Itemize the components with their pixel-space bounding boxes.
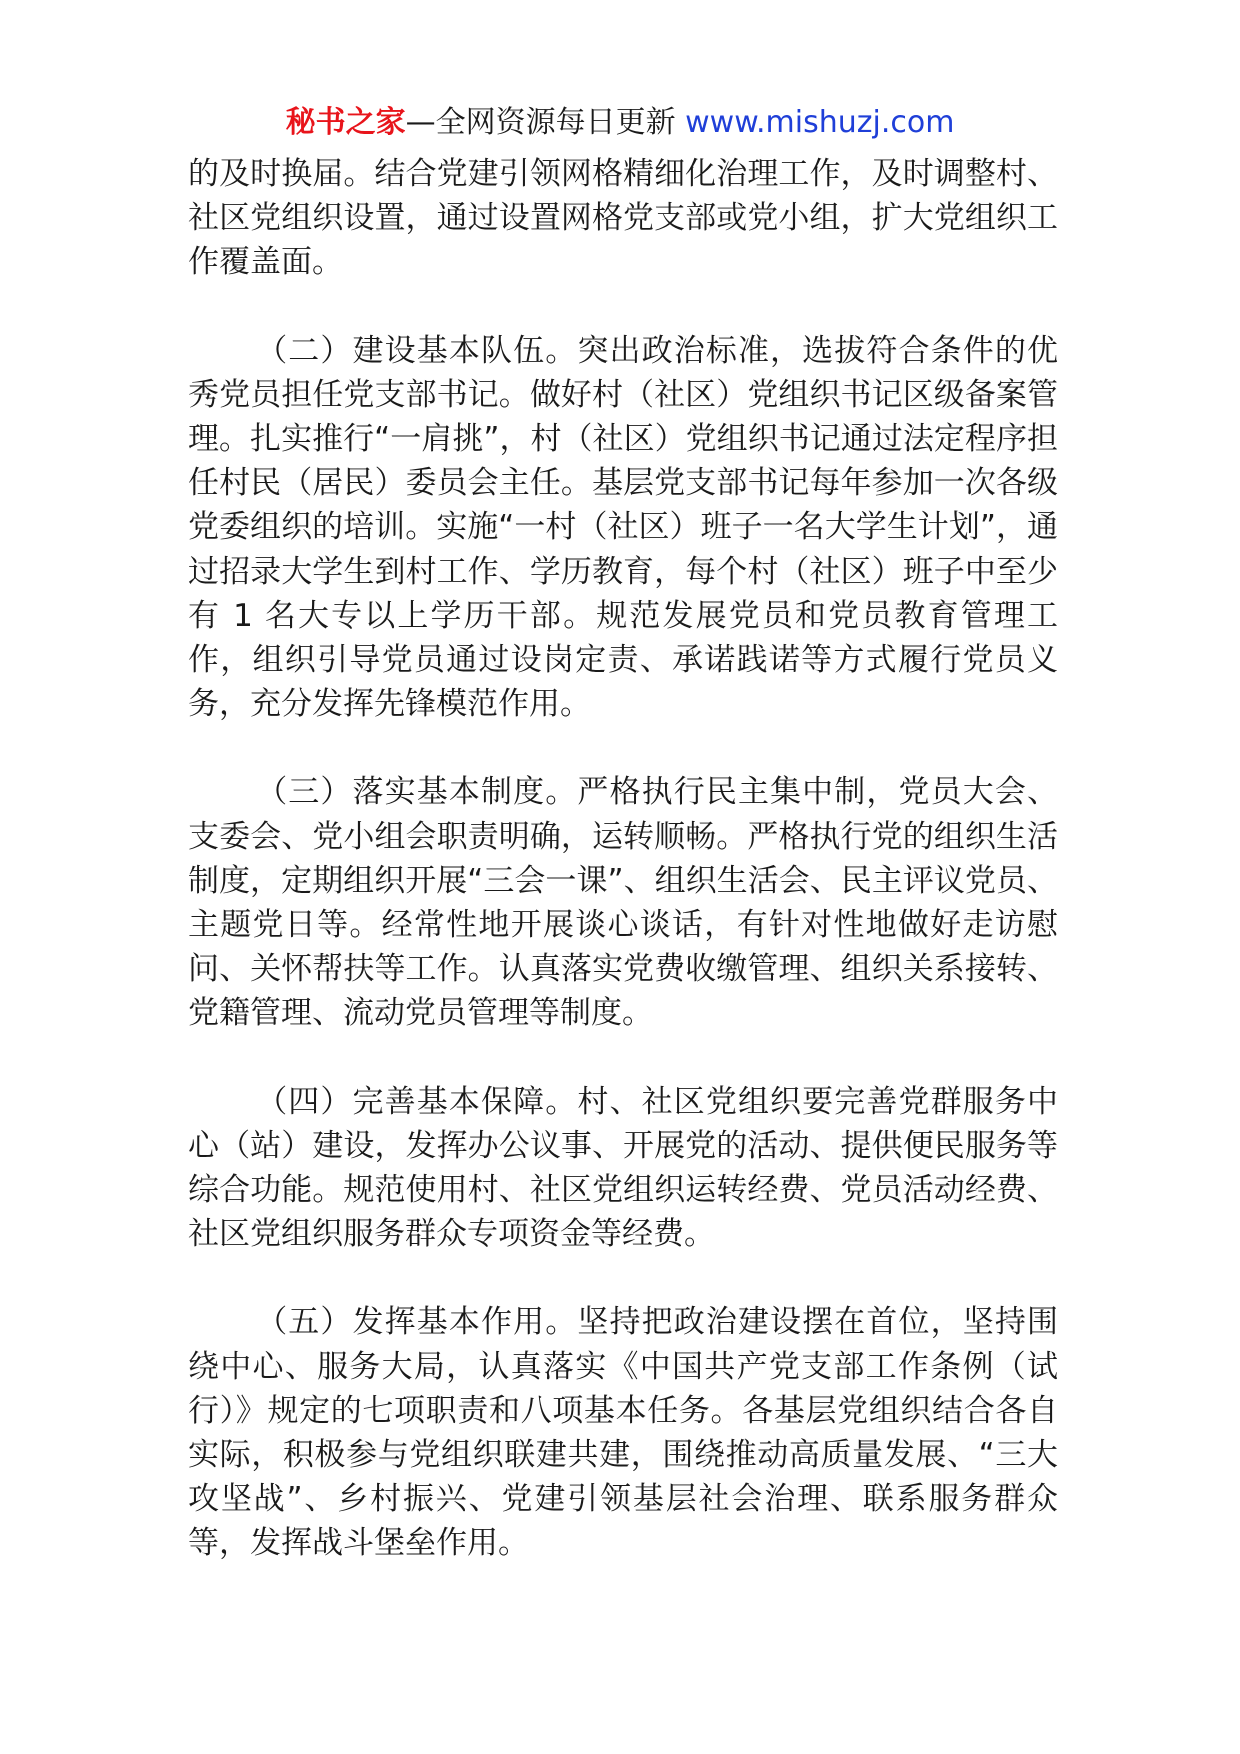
- paragraph-section-5: （五）发挥基本作用。坚持把政治建设摆在首位，坚持围绕中心、服务大局，认真落实《中国共产党支部工作条例（试行）》规定的七项职责和八项基本任务。各基层党组织结合各自实际，积极参与党组织联建共建，围绕推动高质量发展、“三大攻坚战”、乡村振兴、党建引领基层社会治理、联系服务群众等，发挥战斗堡垒作用。: [188, 1304, 1058, 1562]
- page-header: [0, 103, 1240, 143]
- brand-name: 秘书之家: [285, 105, 406, 140]
- paragraph-continuation: 的及时换届。结合党建引领网格精细化治理工作，及时调整村、社区党组织设置，通过设置网格党支部或党小组，扩大党组织工作覆盖面。: [188, 156, 1058, 281]
- document-body: [188, 152, 1058, 1610]
- paragraph-section-3: （三）落实基本制度。严格执行民主集中制，党员大会、支委会、党小组会职责明确，运转顺畅。严格执行党的组织生活制度，定期组织开展“三会一课”、组织生活会、民主评议党员、主题党日等。经常性地开展谈心谈话，有针对性地做好走访慰问、关怀帮扶等工作。认真落实党费收缴管理、组织关系接转、党籍管理、流动党员管理等制度。: [188, 774, 1058, 1032]
- paragraph-section-4: （四）完善基本保障。村、社区党组织要完善党群服务中心（站）建设，发挥办公议事、开展党的活动、提供便民服务等综合功能。规范使用村、社区党组织运转经费、党员活动经费、社区党组织服务群众专项资金等经费。: [188, 1083, 1058, 1253]
- header-tagline: —全网资源每日更新: [405, 105, 676, 140]
- site-url[interactable]: www.mishuzj.com: [685, 105, 955, 140]
- paragraph-section-2: （二）建设基本队伍。突出政治标准，选拔符合条件的优秀党员担任党支部书记。做好村（社区）党组织书记区级备案管理。扎实推行“一肩挑”，村（社区）党组织书记通过法定程序担任村民（居民）委员会主任。基层党支部书记每年参加一次各级党委组织的培训。实施“一村（社区）班子一名大学生计划”，通过招录大学生到村工作、学历教育，每个村（社区）班子中至少有 1 名大专以上学历干部。规范发展党员和党员教育管理工作，组织引导党员通过设岗定责、承诺践诺等方式履行党员义务，充分发挥先锋模范作用。: [188, 332, 1058, 723]
